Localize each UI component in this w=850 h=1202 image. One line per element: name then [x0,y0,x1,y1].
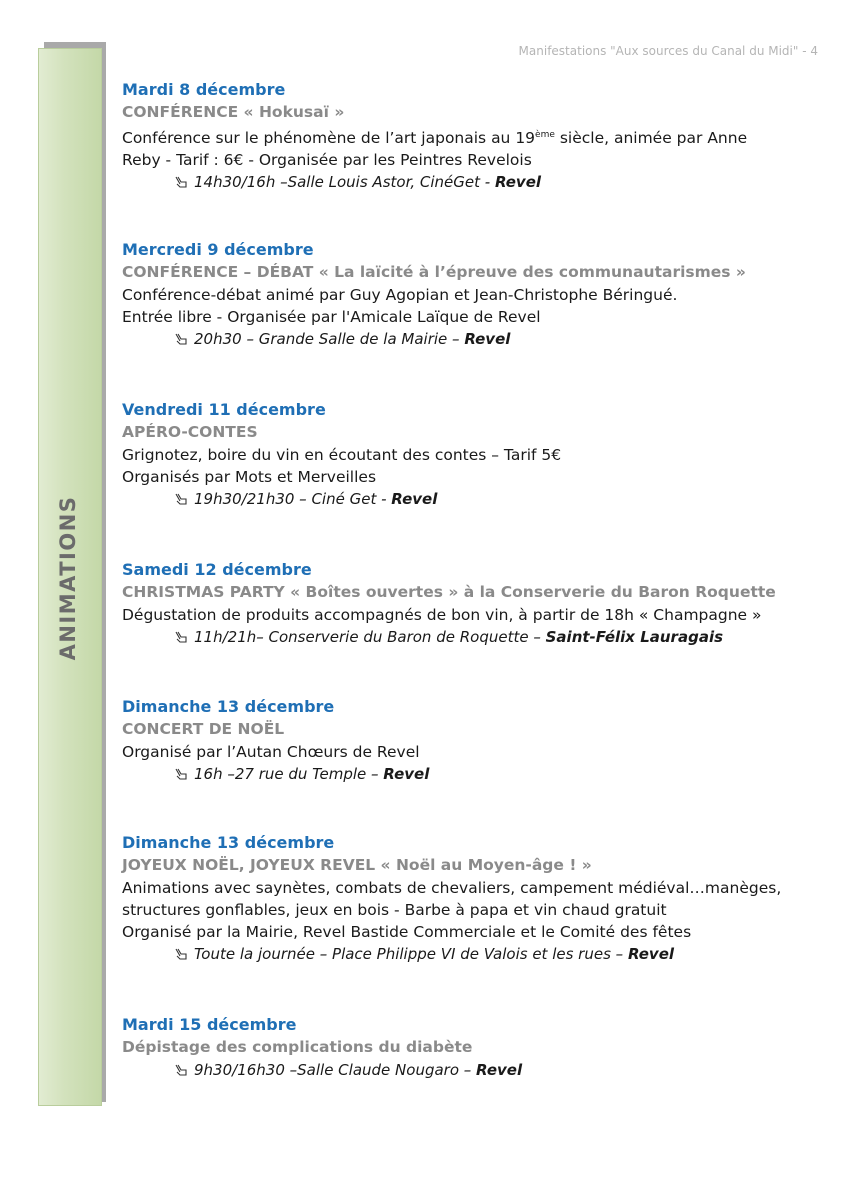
events-list [122,78,832,1093]
event-town: Saint-Félix Lauragais [545,628,724,646]
event-title: CONFÉRENCE « Hokusaï » [122,103,345,121]
event-description: Organisé par l’Autan Chœurs de Revel [122,743,420,761]
event-location-text: 16h –27 rue du Temple – [194,765,384,783]
event-location [122,1059,832,1081]
pointing-hand-icon [174,175,188,189]
event-location-text: 19h30/21h30 – Ciné Get - [194,490,392,508]
event-date: Mardi 8 décembre [122,80,286,99]
event-location-text: 14h30/16h –Salle Louis Astor, CinéGet - [194,173,495,192]
event-description: Grignotez, boire du vin en écoutant des contes – Tarif 5€ Organisés par Mots et Merveilles [122,446,562,486]
sidebar-label: ANIMATIONS [56,495,80,661]
event-item [122,695,832,831]
event-location [122,943,832,965]
event-date: Mardi 15 décembre [122,1015,297,1034]
event-location [122,626,832,648]
event-location-text: Toute la journée – Place Philippe VI de Valois et les rues – [194,945,628,963]
page-header: Manifestations "Aux sources du Canal du Midi" - 4 [518,44,818,58]
event-item [122,558,832,695]
event-item [122,831,832,1013]
event-location [122,488,832,510]
event-town: Revel [383,765,430,783]
event-item [122,1013,832,1093]
event-location [122,328,832,350]
event-item [122,398,832,558]
event-title: Dépistage des complications du diabète [122,1038,473,1056]
event-item [122,238,832,398]
event-town: Revel [627,945,675,963]
event-location [122,763,832,785]
event-description: Animations avec saynètes, combats de chevaliers, campement médiéval…manèges, structures gonflables, jeux en bois - Barbe à papa et vin chaud gratuit Organisé par la Mairie, Revel Bastide Commerciale et le Comité des fêtes [122,879,782,941]
event-town: Revel [494,173,542,192]
ordinal-superscript: ème [535,130,555,140]
event-item [122,78,832,238]
event-town: Revel [476,1061,523,1079]
event-date: Mercredi 9 décembre [122,240,314,259]
event-title: CHRISTMAS PARTY « Boîtes ouvertes » à la Conserverie du Baron Roquette [122,583,776,601]
pointing-hand-icon [174,332,188,346]
event-date: Vendredi 11 décembre [122,400,326,419]
event-date: Dimanche 13 décembre [122,697,335,716]
pointing-hand-icon [174,947,188,961]
event-title: CONFÉRENCE – DÉBAT « La laïcité à l’épreuve des communautarismes » [122,263,746,281]
event-location-text: 9h30/16h30 –Salle Claude Nougaro – [194,1061,477,1079]
event-date: Dimanche 13 décembre [122,833,335,852]
event-title: CONCERT DE NOËL [122,720,285,738]
pointing-hand-icon [174,492,188,506]
pointing-hand-icon [174,767,188,781]
event-town: Revel [464,330,511,348]
event-title: JOYEUX NOËL, JOYEUX REVEL « Noël au Moyen-âge ! » [122,856,592,874]
event-location [122,171,832,193]
event-description [122,124,832,171]
event-title: APÉRO-CONTES [122,423,258,441]
event-description-part: Reby - Tarif : 6€ - Organisée par les Peintres Revelois [122,151,532,170]
pointing-hand-icon [174,1063,188,1077]
event-date: Samedi 12 décembre [122,560,312,579]
event-description-part: siècle, animée par Anne [554,129,748,148]
event-location-text: 11h/21h– Conserverie du Baron de Roquette – [194,628,546,646]
event-description: Conférence-débat animé par Guy Agopian et Jean-Christophe Béringué. Entrée libre - Organisée par l'Amicale Laïque de Revel [122,286,678,326]
event-location-text: 20h30 – Grande Salle de la Mairie – [194,330,465,348]
pointing-hand-icon [174,630,188,644]
event-description: Dégustation de produits accompagnés de bon vin, à partir de 18h « Champagne » [122,606,762,624]
event-description-part: Conférence sur le phénomène de l’art japonais au 19 [122,129,536,148]
event-town: Revel [391,490,438,508]
